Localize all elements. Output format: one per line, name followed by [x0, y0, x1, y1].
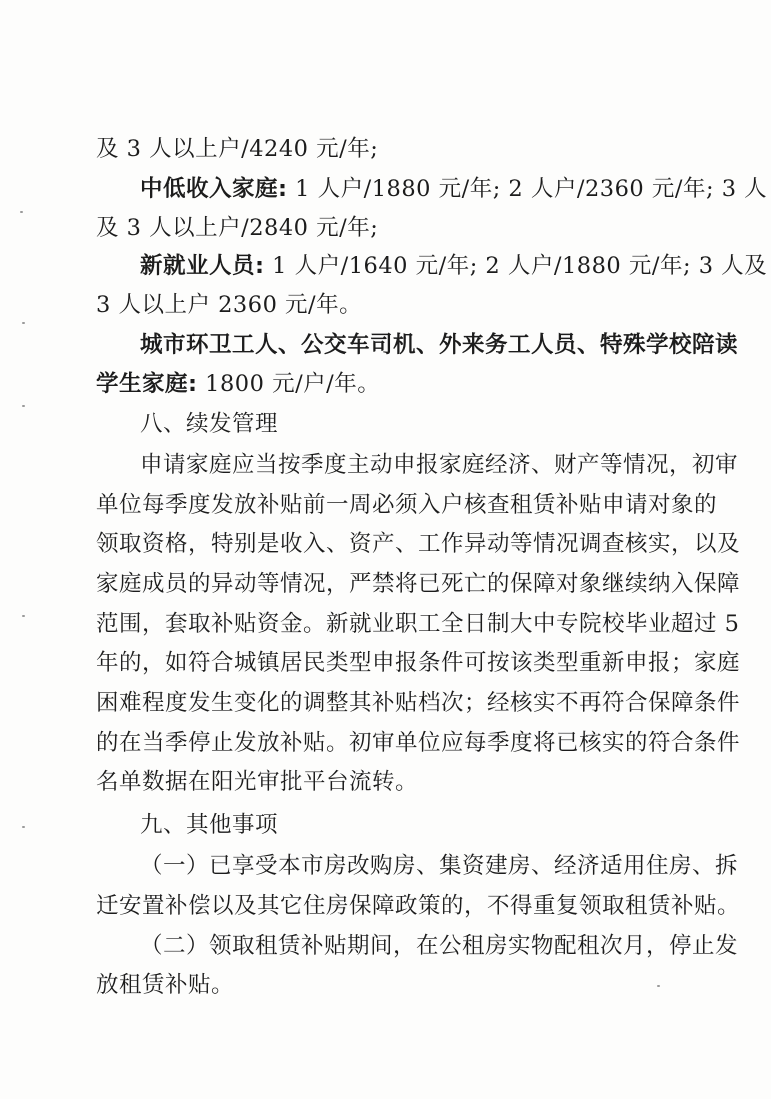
section-heading: 九、其他事项 — [140, 812, 279, 838]
section-heading: 八、续发管理 — [140, 411, 279, 437]
text-line: （二）领取租赁补贴期间，在公租房实物配租次月，停止发 — [140, 933, 739, 959]
scan-speck — [22, 615, 25, 617]
text-line — [140, 174, 768, 204]
text-line: 及 3 人以上户/4240 元/年; — [96, 136, 379, 162]
text-line: 单位每季度发放补贴前一周必须入户核查租赁补贴申请对象的 — [96, 492, 718, 518]
text-line: 3 人以上户 2360 元/年。 — [96, 292, 363, 318]
scan-speck — [657, 985, 660, 987]
scan-speck — [20, 211, 23, 213]
text-line: 范围，套取补贴资金。新就业职工全日制大中专院校毕业超过 5 — [96, 611, 740, 637]
text-line: 年的，如符合城镇居民类型申报条件可按该类型重新申报；家庭 — [96, 650, 741, 676]
text-line: 名单数据在阳光审批平台流转。 — [96, 769, 419, 795]
text-line: 的在当季停止发放补贴。初审单位应每季度将已核实的符合条件 — [96, 730, 741, 756]
scan-speck — [22, 322, 25, 324]
text-line: 困难程度发生变化的调整其补贴档次；经核实不再符合保障条件 — [96, 690, 741, 716]
text-line — [96, 369, 380, 399]
category-text: 1800 元/户/年。 — [197, 371, 381, 397]
text-line: 家庭成员的异动等情况，严禁将已死亡的保障对象继续纳入保障 — [96, 571, 741, 597]
scan-speck — [22, 826, 25, 828]
category-label: 中低收入家庭: — [140, 176, 288, 202]
category-label: 新就业人员: — [140, 253, 265, 279]
text-line: 放租赁补贴。 — [96, 972, 235, 998]
category-text: 1 人户/1640 元/年; 2 人户/1880 元/年; 3 人及 — [264, 253, 768, 279]
text-line: （一）已享受本市房改购房、集资建房、经济适用住房、拆 — [140, 853, 739, 879]
text-line — [140, 251, 768, 281]
category-text: 1 人户/1880 元/年; 2 人户/2360 元/年; 3 人 — [287, 176, 768, 202]
text-line: 领取资格，特别是收入、资产、工作异动等情况调查核实，以及 — [96, 531, 741, 557]
category-label: 学生家庭: — [96, 371, 198, 397]
text-line: 申请家庭应当按季度主动申报家庭经济、财产等情况，初审 — [140, 452, 739, 478]
text-line: 城市环卫工人、公交车司机、外来务工人员、特殊学校陪读 — [140, 332, 739, 358]
scan-speck — [22, 405, 25, 407]
text-line: 迁安置补偿以及其它住房保障政策的，不得重复领取租赁补贴。 — [96, 893, 741, 919]
text-line: 及 3 人以上户/2840 元/年; — [96, 215, 379, 241]
